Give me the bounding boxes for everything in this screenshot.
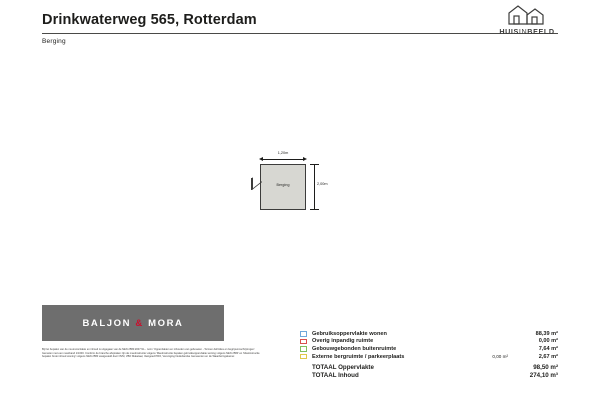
page-header [42,8,558,54]
legend-value: 0,00 m² [538,338,558,345]
measurement-disclaimer: Bij het bepalen van de muurvoorvlakte en inhoud is uitgegaan van de NEN 2580:2007 NL - norm 'Oppervlakten en inhouden van gebouwen - Termen definities en begripsomschrijvingen'. Gemeten met een meetband 1/1000. Conform de branche afspraken zijn de meetinstructie volgens 'Meetinstructie bepalen gebruiksoppervlakte woning volgens NEN 2580' en 'Meetinstructie bepalen bruto inhoud woning' volgens NEN 2580 vastgesteld door NVM, VBO Makelaar, Vastgoed PRO, Vereniging Nederlandse Gemeenten en de Waarderingskamer. [42,348,260,358]
legend-label: Gebouwgebonden buitenruimte [312,345,397,352]
total-label: TOTAAL Inhoud [312,372,359,380]
legend-swatch-wonen [300,331,307,337]
agency-name-left: BALJON [82,317,132,329]
legend-value: 88,39 m² [535,330,558,337]
agency-banner [42,305,224,341]
brand-part-1: HUIS [499,27,519,36]
brand-logo-text [492,27,562,36]
legend-value: 7,64 m² [538,345,558,352]
height-dimension-label: 2,00m [317,182,328,186]
brand-part-2: IN [518,27,528,36]
width-dimension-label: 1,20m [277,151,289,155]
width-arrow-left-icon [259,157,263,161]
house-icon [492,4,562,26]
legend-item [300,345,558,353]
total-value: 274,10 m³ [529,372,558,380]
width-dimension-line [262,159,304,160]
legend-sub-value: 0,00 m² [492,354,508,360]
door-swing-icon [251,178,262,190]
height-dimension-line [314,165,315,209]
legend-item [300,353,558,361]
floorplan-drawing [240,150,360,230]
total-value: 98,50 m² [533,364,558,372]
total-label: TOTAAL Oppervlakte [312,364,374,372]
legend-label: Overig inpandig ruimte [312,338,374,345]
height-cap-bottom [310,209,319,210]
width-dimension [258,152,308,162]
total-row [300,363,558,371]
legend-swatch-bergruimte [300,354,307,360]
height-dimension [310,160,334,214]
legend-value: 2,67 m² [538,353,558,360]
legend-swatch-overig [300,339,307,345]
page-subtitle: Berging [42,38,66,45]
agency-name-right: MORA [148,317,184,329]
header-divider [42,33,558,34]
legend-label: Gebruiksoppervlakte wonen [312,330,387,337]
legend-item [300,338,558,346]
width-arrow-right-icon [303,157,307,161]
room-label: Berging [276,183,290,187]
brand-part-3: BEELD [527,27,555,36]
totals-block [300,363,558,380]
brand-logo [492,4,562,36]
legend-swatch-buitenruimte [300,346,307,352]
page-title: Drinkwaterweg 565, Rotterdam [42,12,257,28]
area-legend [300,330,558,380]
room-berging [260,164,306,210]
legend-item [300,330,558,338]
legend-label: Externe bergruimte / parkeerplaats [312,353,405,360]
agency-ampersand: & [135,317,144,329]
agency-name [82,318,183,329]
total-row [300,372,558,380]
